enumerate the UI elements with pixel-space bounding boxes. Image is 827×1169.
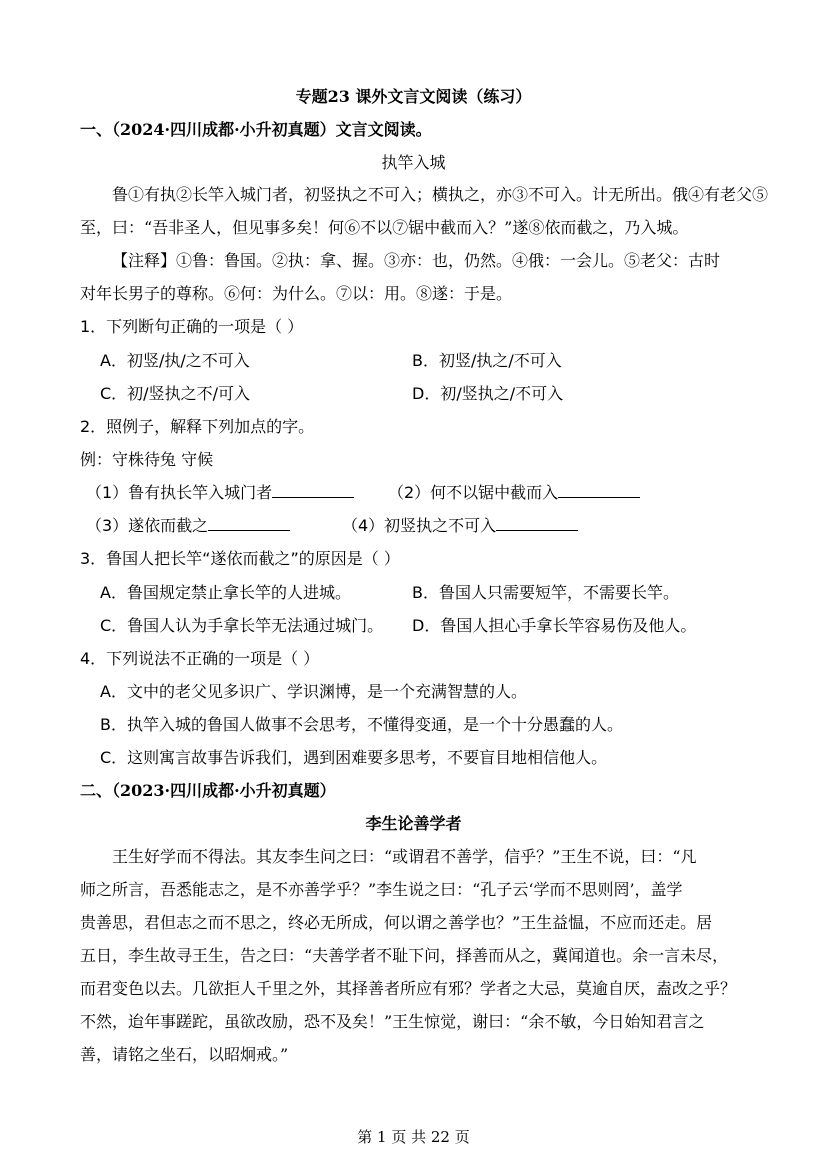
passage-2-line: 不然，迨年事蹉跎，虽欲改励，恐不及矣！”王生惊觉，谢曰：“余不敏，今日始知君言之 (80, 1012, 705, 1031)
notes-line: 【注释】①鲁：鲁国。②执：拿、握。③亦：也，仍然。④俄：一会儿。⑤老父：古时 (112, 251, 721, 270)
q3-option-d: D．鲁国人担心手拿长竿容易伤及他人。 (412, 616, 697, 635)
question-1-stem: 1．下列断句正确的一项是（ ） (80, 317, 304, 336)
q4-option-b: B．执竿入城的鲁国人做事不会思考，不懂得变通，是一个十分愚蠢的人。 (100, 715, 623, 734)
q1-option-b: B．初竖/执之/不可入 (412, 351, 562, 370)
q4-option-a: A．文中的老父见多识广、学识渊博，是一个充满智慧的人。 (100, 682, 527, 701)
section-2-heading: 二、（2023·四川成都·小升初真题） (80, 781, 336, 800)
passage-1-line: 鲁①有执②长竿入城门者，初竖执之不可入；横执之，亦③不可入。计无所出。俄④有老父⑤ (112, 185, 769, 204)
answer-blank[interactable] (558, 483, 640, 498)
q3-option-c: C．鲁国人认为手拿长竿无法通过城门。 (100, 616, 384, 635)
section-1-heading: 一、（2024·四川成都·小升初真题）文言文阅读。 (80, 120, 432, 139)
q2-item-2 (388, 482, 640, 504)
q2-example: 例：守株待兔 守候 (80, 450, 214, 469)
answer-blank[interactable] (272, 483, 354, 498)
q2-item-4-text: （4）初竖执之不可入 (342, 516, 497, 535)
passage-2-line: 王生好学而不得法。其友李生问之曰：“或谓君不善学，信乎？”王生不说，曰：“凡 (112, 847, 697, 866)
q4-option-c: C．这则寓言故事告诉我们，遇到困难要多思考，不要盲目地相信他人。 (100, 748, 608, 767)
q3-option-a: A．鲁国规定禁止拿长竿的人进城。 (100, 583, 351, 602)
passage-2-line: 而君变色以去。几欲拒人千里之外，其择善者所应有邪？学者之大忌，莫逾自厌，盍改之乎？ (80, 979, 737, 998)
question-4-stem: 4．下列说法不正确的一项是（ ） (80, 649, 320, 668)
passage-2-line: 善，请铭之坐石，以昭炯戒。” (80, 1045, 289, 1064)
q2-item-3-text: （3）遂依而截之 (86, 516, 209, 535)
page-footer: 第 1 页 共 22 页 (357, 1128, 470, 1146)
q3-option-b: B．鲁国人只需要短竿，不需要长竿。 (412, 583, 679, 602)
q2-item-4 (342, 515, 578, 537)
q1-option-a: A．初竖/执/之不可入 (100, 351, 250, 370)
q1-option-d: D．初/竖执之/不可入 (412, 384, 564, 403)
passage-2-line: 贵善思，君但志之而不思之，终必无所成，何以谓之善学也？”王生益愠，不应而还走。居 (80, 913, 713, 932)
notes-line: 对年长男子的尊称。⑥何：为什么。⑦以：用。⑧遂：于是。 (80, 284, 513, 303)
passage-2-line: 师之所言，吾悉能志之，是不亦善学乎？”李生说之曰：“孔子云‘学而不思则罔’，盖学 (80, 880, 683, 899)
answer-blank[interactable] (208, 516, 290, 531)
passage-1-line: 至，曰：“吾非圣人，但见事多矣！何⑥不以⑦锯中截而入？”遂⑧依而截之，乃入城。 (80, 218, 689, 237)
q2-item-1 (86, 482, 354, 504)
q1-option-c: C．初/竖执之不/可入 (100, 384, 250, 403)
question-2-stem: 2．照例子，解释下列加点的字。 (80, 417, 315, 436)
q2-item-1-text: （1）鲁有执长竿入城门者 (86, 483, 273, 502)
passage-1-title: 执竿入城 (381, 153, 446, 172)
question-3-stem: 3．鲁国人把长竿“遂依而截之”的原因是（ ） (80, 549, 400, 568)
q2-item-3 (86, 515, 290, 537)
page-title: 专题23 课外文言文阅读（练习） (295, 87, 532, 106)
passage-2-line: 五日，李生故寻王生，告之曰：“夫善学者不耻下问，择善而从之，冀闻道也。余一言未尽， (80, 946, 729, 965)
q2-item-2-text: （2）何不以锯中截而入 (388, 483, 559, 502)
answer-blank[interactable] (496, 516, 578, 531)
passage-2-title: 李生论善学者 (365, 814, 462, 833)
